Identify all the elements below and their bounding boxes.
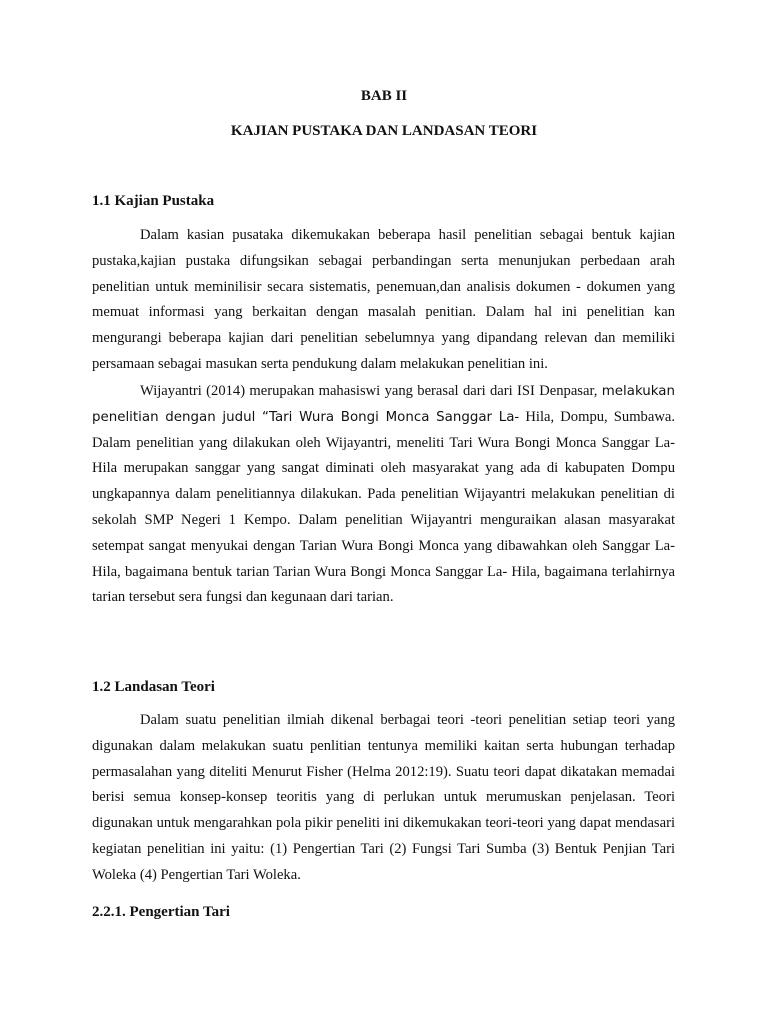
paragraph-landasan-teori: Dalam suatu penelitian ilmiah dikenal berbagai teori -teori penelitian setiap teori yang digunakan dalam melakukan suatu penlitian tentunya memiliki kaitan serta hubungan terhadap permasalahan yang diteliti Menurut Fisher (Helma 2012:19). Suatu teori dapat dikatakan memadai berisi semua konsep-konsep teoritis yang di perlukan untuk merumuskan penjelasan. Teori digunakan untuk mengarahkan pola pikir peneliti ini dikemukakan teori-teori yang dapat mendasari kegiatan penelitian ini yaitu: (1) Pengertian Tari (2) Fungsi Tari Sumba (3) Bentuk Penjian Tari Woleka (4) Pengertian Tari Woleka.	[92, 712, 675, 883]
chapter-number: BAB II	[360, 88, 408, 104]
paragraph-wijayantri-title-text: melakukan penelitian dengan judul “Tari Wura Bongi Monca Sanggar La-	[92, 384, 675, 425]
paragraph-wijayantri	[92, 379, 675, 611]
paragraph-kajian-intro: Dalam kasian pusataka dikemukakan beberapa hasil penelitian sebagai bentuk kajian pustaka,kajian pustaka difungsikan sebagai perbandingan serta menunjukan perbedaan arah penelitian untuk meminilisir secara sistematis, penemuan,dan analisis dokumen - dokumen yang memuat informasi yang berkaitan dengan masalah penitian. Dalam hal ini penelitian kan mengurangi beberapa kajian dari penelitian sebelumnya yang dipandang relevan dan memiliki persamaan sebagai masukan serta pendukung dalam melakukan penelitian ini.	[92, 227, 675, 372]
chapter-title: KAJIAN PUSTAKA DAN LANDASAN TEORI	[230, 123, 538, 139]
section-heading-kajian-pustaka: 1.1 Kajian Pustaka	[92, 193, 215, 209]
paragraph-wijayantri-part3: Hila, Dompu, Sumbawa. Dalam penelitian yang dilakukan oleh Wijayantri, meneliti Tari Wura Bongi Monca Sanggar La- Hila merupakan sanggar yang sangat diminati oleh masyarakat yang ada di kabupaten Dompu ungkapannya dalam penelitiannya dilakukan. Pada penelitian Wijayantri melakukan penelitian di sekolah SMP Negeri 1 Kempo. Dalam penelitian Wijayantri menguraikan alasan masyarakat setempat sangat menyukai dengan Tarian Wura Bongi Monca yang dibawahkan oleh Sanggar La- Hila, bagaimana bentuk tarian Tarian Wura Bongi Monca Sanggar La- Hila, bagaimana terlahirnya tarian tersebut sera fungsi dan kegunaan dari tarian.	[92, 408, 675, 606]
section-heading-landasan-teori: 1.2 Landasan Teori	[92, 679, 215, 695]
paragraph-wijayantri-part1: Wijayantri (2014) merupakan mahasiswi yang berasal dari dari ISI Denpasar,	[140, 383, 602, 399]
subsection-heading-pengertian-tari: 2.2.1. Pengertian Tari	[92, 904, 230, 920]
